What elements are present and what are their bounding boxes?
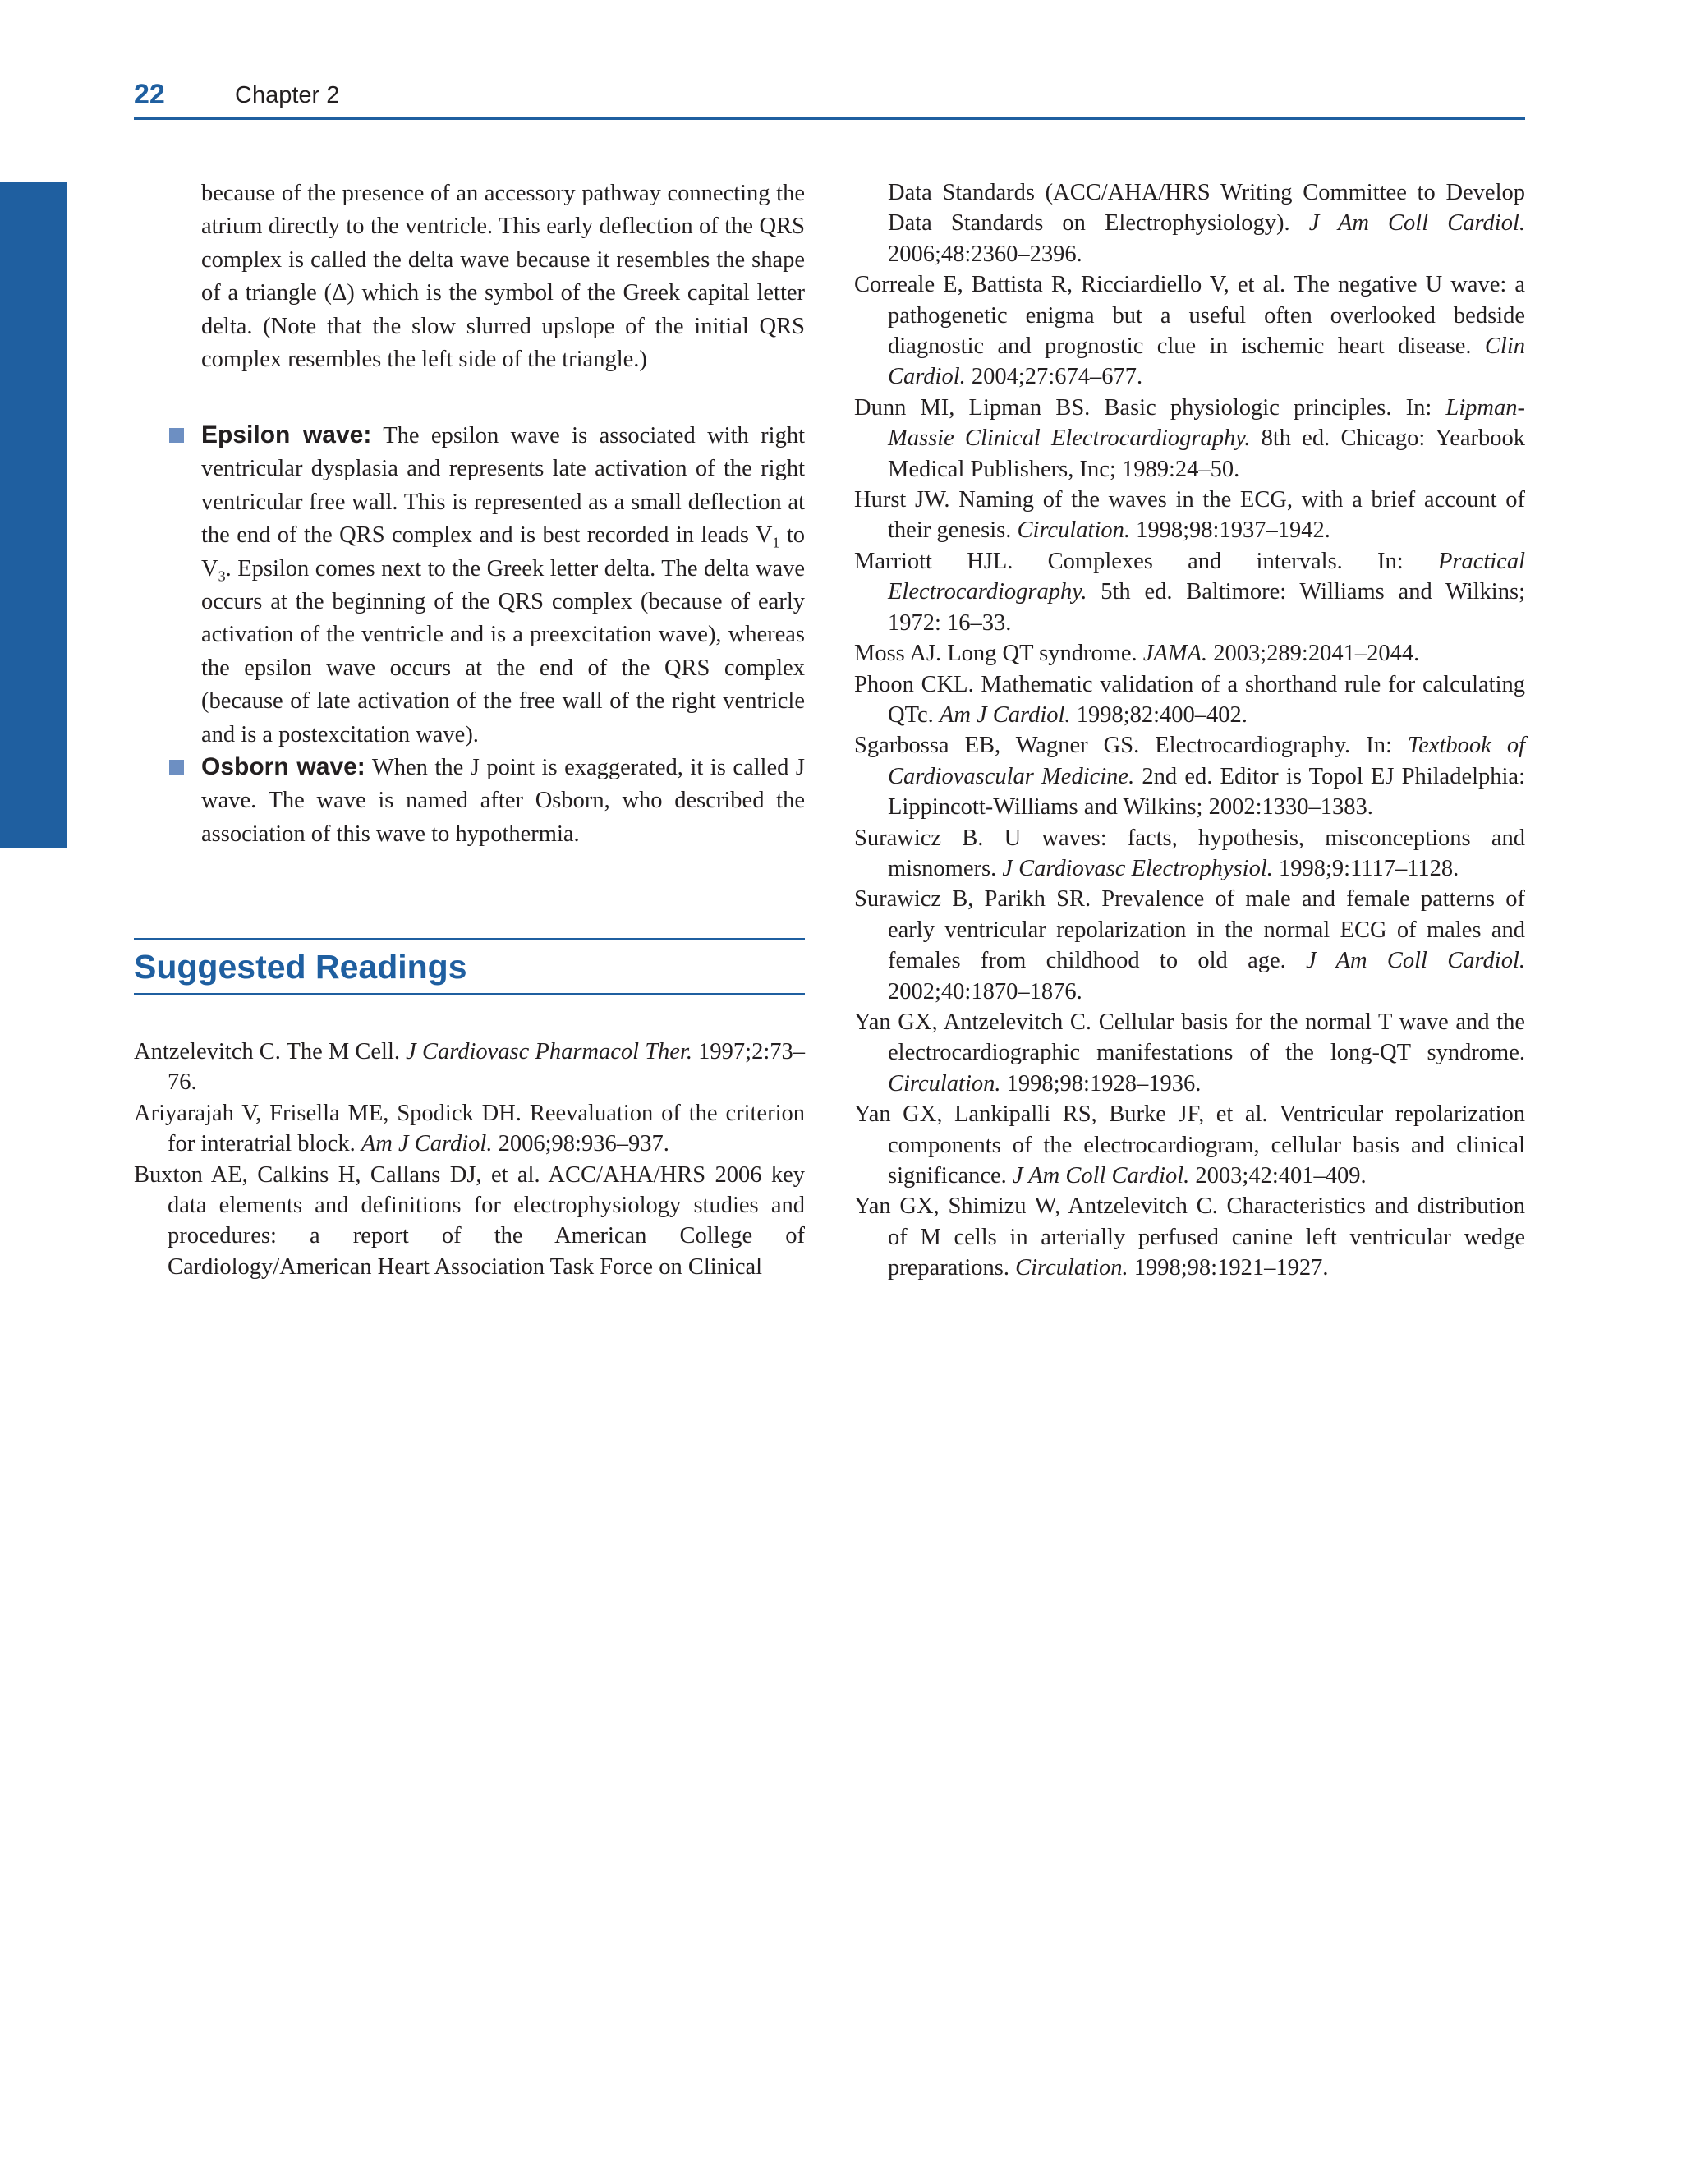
- reference-item: [854, 638, 1525, 669]
- reference-citation: 1998;98:1928–1936.: [1000, 1070, 1202, 1097]
- reference-item: [854, 1007, 1525, 1099]
- reference-journal: Textbook of Cardiovascular Medicine.: [888, 733, 1525, 789]
- reference-citation: 1998;9:1117–1128.: [1272, 855, 1459, 881]
- bullet-epsilon-part-a: The epsilon wave is associated with right ventricular dysplasia and represents late activation of the right ventricular free wall. This is represented as a small deflection at the end of the QRS complex and is best recorded in leads V: [201, 423, 805, 549]
- reference-item: [854, 485, 1525, 546]
- reference-authors-title: Antzelevitch C. The M Cell.: [134, 1039, 407, 1064]
- bullet-square-icon: [169, 428, 184, 443]
- reference-authors-title: Hurst JW. Naming of the waves in the ECG, with a brief account of their genesis.: [854, 487, 1525, 544]
- reference-authors-title: Surawicz B, Parikh SR. Prevalence of male and female patterns of early ventricular repolarization in the normal ECG of males and females from childhood to old age.: [854, 886, 1525, 974]
- bullet-osborn-body: When the J point is exaggerated, it is called J wave. The wave is named after Osborn, who described the association of this wave to hypothermia.: [201, 755, 806, 847]
- references-left: [134, 1037, 805, 1282]
- section-title: Suggested Readings: [134, 948, 467, 986]
- reference-citation: 5th ed. Baltimore: Williams and Wilkins; 1972: 16–33.: [888, 579, 1525, 636]
- reference-journal: J Am Coll Cardiol.: [1308, 210, 1525, 237]
- reference-citation: 1997;2:73–76.: [168, 1039, 805, 1096]
- chapter-side-tab: [0, 182, 67, 848]
- reference-citation: 2006;98:936–937.: [492, 1131, 669, 1157]
- reference-authors-title: Dunn MI, Lipman BS. Basic physiologic principles. In:: [854, 394, 1446, 421]
- bullet-epsilon-text: [201, 419, 805, 752]
- reference-citation: 1998;82:400–402.: [1070, 701, 1248, 728]
- reference-journal: J Cardiovasc Pharmacol Ther.: [406, 1039, 693, 1064]
- reference-citation: 1998;98:1937–1942.: [1130, 517, 1330, 544]
- reference-item: [134, 1160, 805, 1283]
- header-rule: [134, 117, 1525, 120]
- reference-item: [854, 546, 1525, 638]
- reference-authors-title: Surawicz B. U waves: facts, hypothesis, misconceptions and misnomers.: [854, 825, 1525, 881]
- references-right: [854, 177, 1525, 1284]
- reference-citation: 2003;289:2041–2044.: [1207, 641, 1420, 667]
- reference-authors-title: Yan GX, Antzelevitch C. Cellular basis for the normal T wave and the electrocardiographic manifestations of the long-QT syndrome.: [854, 1009, 1525, 1066]
- reference-journal: Circulation.: [1015, 1255, 1128, 1281]
- reference-authors-title: Data Standards (ACC/AHA/HRS Writing Committee to Develop Data Standards on Electrophysiology).: [888, 180, 1525, 237]
- bullet-epsilon-part-c: . Epsilon comes next to the Greek letter delta. The delta wave occurs at the beginning of the QRS complex (because of early activation of the ventricle and is a preexcitation wave), whereas the epsilon wave occurs at the end of the QRS complex (because of late activation of the free wall of the right ventricle and is a postexcitation wave).: [201, 555, 805, 747]
- section-rule-top: [134, 938, 805, 940]
- reference-citation: 2nd ed. Editor is Topol EJ Philadelphia: Lippincott-Williams and Wilkins; 2002:1330–1383.: [888, 763, 1525, 821]
- intro-paragraph: because of the presence of an accessory pathway connecting the atrium directly to the ventricle. This early deflection of the QRS complex is called the delta wave because it resembles the shape of a triangle (Δ) which is the symbol of the Greek capital letter delta. (Note that the slow slurred upslope of the initial QRS complex resembles the left side of the triangle.): [201, 181, 805, 373]
- bullet-osborn-text: [201, 751, 805, 851]
- reference-item: [134, 1037, 805, 1098]
- reference-journal: J Cardiovasc Electrophysiol.: [1002, 855, 1273, 881]
- reference-item: [854, 1099, 1525, 1191]
- reference-authors-title: Yan GX, Lankipalli RS, Burke JF, et al. Ventricular repolarization components of the electrocardiogram, cellular basis and clinical significance.: [854, 1101, 1525, 1189]
- reference-citation: 8th ed. Chicago: Yearbook Medical Publishers, Inc; 1989:24–50.: [888, 425, 1525, 482]
- reference-authors-title: Phoon CKL. Mathematic validation of a shorthand rule for calculating QTc.: [854, 671, 1525, 728]
- reference-journal: Practical Electrocardiography.: [888, 548, 1525, 605]
- bullet-epsilon-part-b: to V: [201, 522, 805, 582]
- reference-item: [854, 884, 1525, 1007]
- term-epsilon: Epsilon wave:: [201, 421, 372, 448]
- reference-citation: 2006;48:2360–2396.: [888, 241, 1082, 267]
- reference-journal: Am J Cardiol.: [939, 701, 1071, 728]
- chapter-label: Chapter 2: [235, 82, 340, 108]
- reference-journal: Am J Cardiol.: [361, 1131, 493, 1157]
- reference-journal: Circulation.: [1017, 517, 1131, 544]
- reference-citation: 2003;42:401–409.: [1189, 1163, 1367, 1189]
- reference-item: [854, 669, 1525, 731]
- section-rule-bottom: [134, 993, 805, 995]
- reference-authors-title: Sgarbossa EB, Wagner GS. Electrocardiography. In:: [854, 733, 1408, 759]
- reference-authors-title: Ariyarajah V, Frisella ME, Spodick DH. Reevaluation of the criterion for interatrial block.: [134, 1100, 805, 1157]
- reference-item: [854, 730, 1525, 822]
- reference-journal: J Am Coll Cardiol.: [1012, 1163, 1190, 1189]
- reference-item: [854, 393, 1525, 485]
- reference-item: [854, 269, 1525, 393]
- reference-journal: Clin Cardiol.: [888, 333, 1525, 390]
- reference-journal: JAMA.: [1142, 641, 1208, 667]
- reference-journal: J Am Coll Cardiol.: [1306, 948, 1526, 974]
- reference-journal: Lipman-Massie Clinical Electrocardiography.: [888, 394, 1525, 452]
- reference-item: [854, 1191, 1525, 1283]
- reference-item: [854, 823, 1525, 885]
- reference-authors-title: Buxton AE, Calkins H, Callans DJ, et al. ACC/AHA/HRS 2006 key data elements and definitions for electrophysiology studies and procedures: a report of the American College of Cardiology/American Heart Association Task Force on Clinical: [134, 1161, 805, 1280]
- reference-authors-title: Yan GX, Shimizu W, Antzelevitch C. Characteristics and distribution of M cells in arterially perfused canine left ventricular wedge preparations.: [854, 1193, 1525, 1281]
- reference-citation: 2004;27:674–677.: [965, 364, 1143, 390]
- reference-authors-title: Moss AJ. Long QT syndrome.: [854, 641, 1143, 667]
- term-osborn: Osborn wave:: [201, 753, 365, 780]
- reference-authors-title: Correale E, Battista R, Ricciardiello V, et al. The negative U wave: a pathogenetic enigma but a useful often overlooked bedside diagnostic and prognostic clue in ischemic heart disease.: [854, 272, 1525, 360]
- subscript-1: 1: [772, 534, 780, 551]
- reference-citation: 1998;98:1921–1927.: [1128, 1255, 1329, 1281]
- reference-citation: 2002;40:1870–1876.: [888, 978, 1082, 1005]
- reference-item: [134, 1098, 805, 1160]
- bullet-square-icon: [169, 760, 184, 775]
- reference-journal: Circulation.: [888, 1070, 1001, 1097]
- reference-authors-title: Marriott HJL. Complexes and intervals. In:: [854, 548, 1438, 574]
- subscript-3: 3: [218, 568, 226, 585]
- page-number: 22: [134, 79, 165, 110]
- reference-item-continued: [854, 177, 1525, 269]
